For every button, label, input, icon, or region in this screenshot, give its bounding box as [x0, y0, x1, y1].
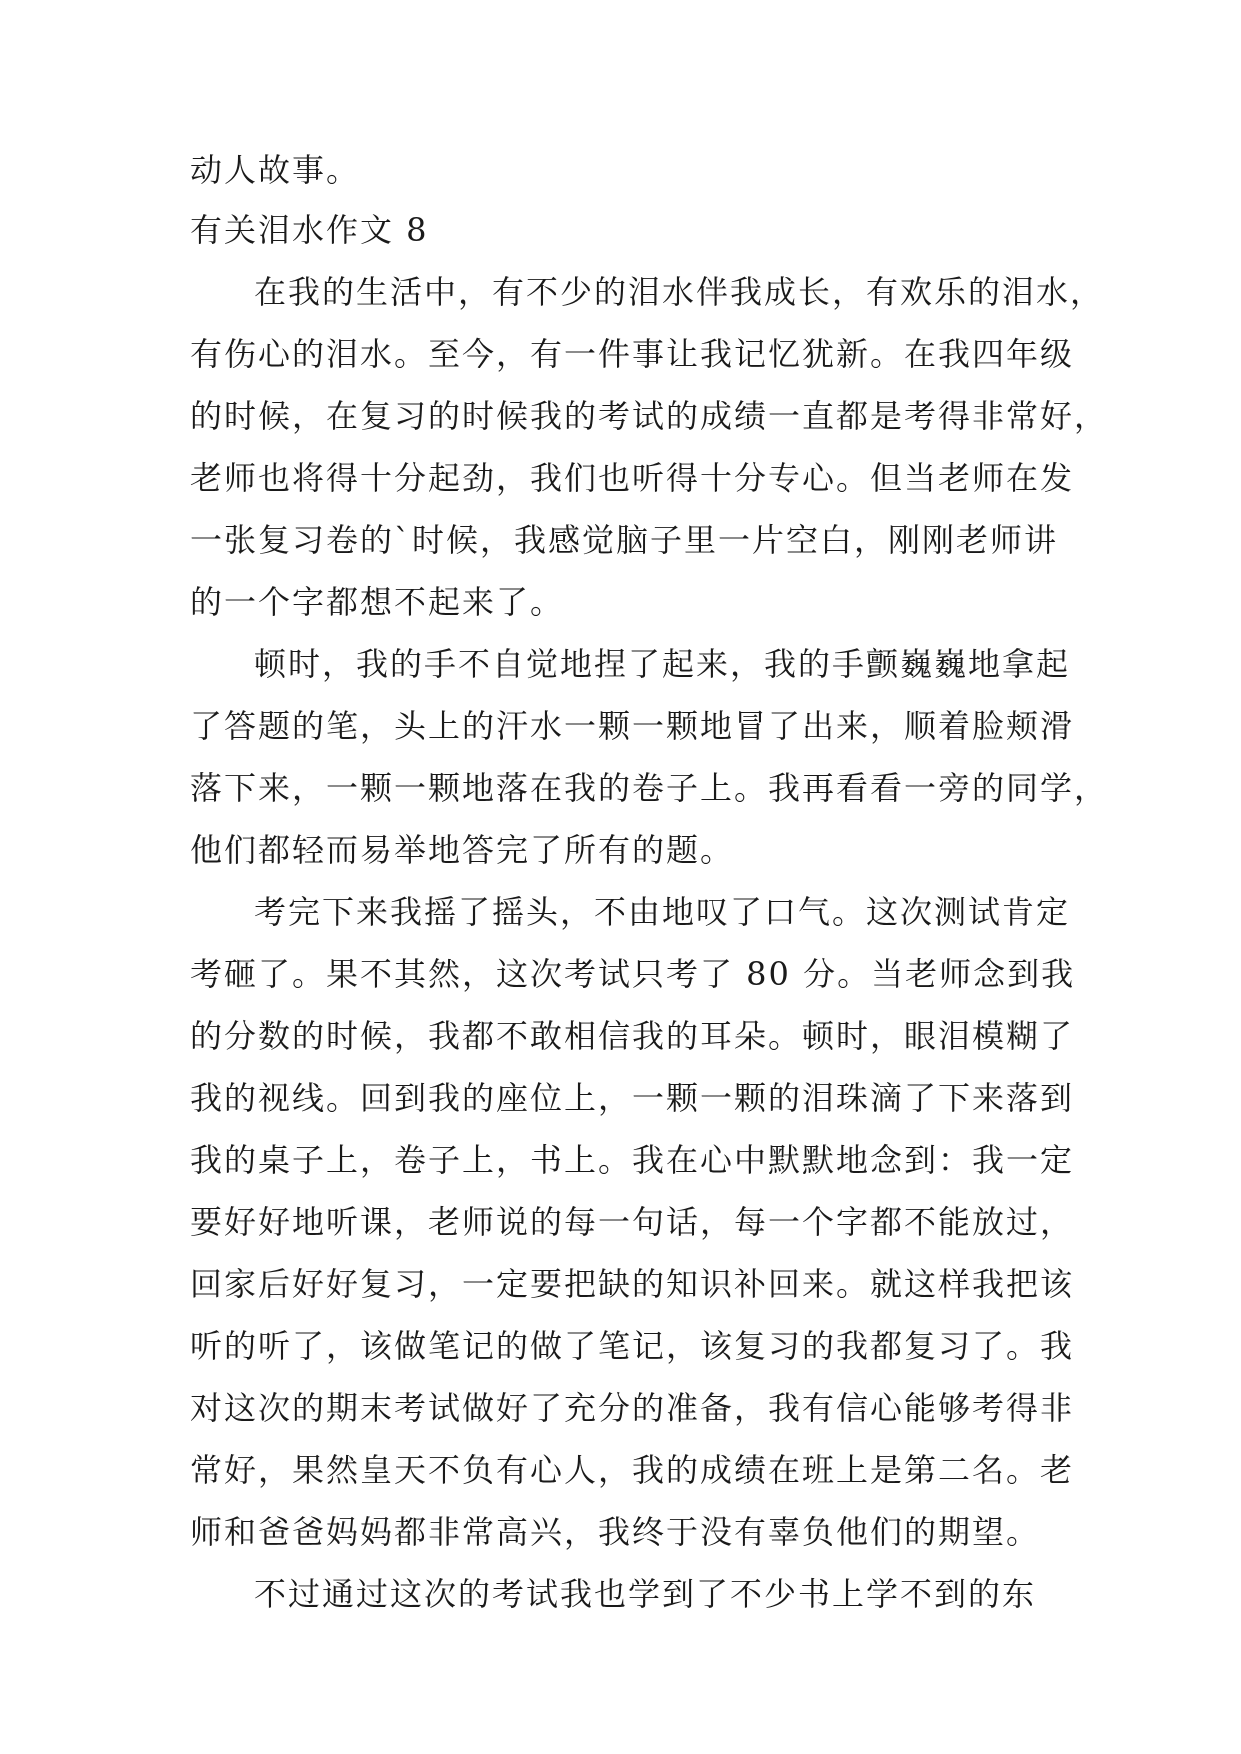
essay-title: 有关泪水作文 8 — [190, 211, 429, 249]
text-line-1: 动人故事。 — [190, 151, 361, 189]
paragraph-3-line-7: 回家后好好复习，一定要把缺的知识补回来。就这样我把该 — [190, 1265, 1075, 1303]
paragraph-1-line-1: 在我的生活中，有不少的泪水伴我成长，有欢乐的泪水， — [254, 273, 1105, 311]
paragraph-1-line-5: 一张复习卷的`时候，我感觉脑子里一片空白，刚刚老师讲 — [190, 521, 1059, 559]
paragraph-1-line-6: 的一个字都想不起来了。 — [190, 583, 565, 621]
paragraph-2-line-3: 落下来，一颗一颗地落在我的卷子上。我再看看一旁的同学， — [190, 769, 1109, 807]
paragraph-3-line-10: 常好，果然皇天不负有心人，我的成绩在班上是第二名。老 — [190, 1451, 1075, 1489]
paragraph-2-line-2: 了答题的笔，头上的汗水一颗一颗地冒了出来，顺着脸颊滑 — [190, 707, 1075, 745]
paragraph-2-line-4: 他们都轻而易举地答完了所有的题。 — [190, 831, 735, 869]
paragraph-1-line-4: 老师也将得十分起劲，我们也听得十分专心。但当老师在发 — [190, 459, 1075, 497]
paragraph-3-line-2: 考砸了。果不其然，这次考试只考了 80 分。当老师念到我 — [190, 955, 1076, 993]
paragraph-3-line-1: 考完下来我摇了摇头，不由地叹了口气。这次测试肯定 — [254, 893, 1071, 931]
paragraph-3-line-6: 要好好地听课，老师说的每一句话，每一个字都不能放过， — [190, 1203, 1075, 1241]
paragraph-4-line-1: 不过通过这次的考试我也学到了不少书上学不到的东 — [254, 1575, 1037, 1613]
paragraph-1-line-3: 的时候，在复习的时候我的考试的成绩一直都是考得非常好， — [190, 397, 1109, 435]
paragraph-2-line-1: 顿时，我的手不自觉地捏了起来，我的手颤巍巍地拿起 — [254, 645, 1071, 683]
paragraph-3-line-9: 对这次的期末考试做好了充分的准备，我有信心能够考得非 — [190, 1389, 1075, 1427]
paragraph-3-line-3: 的分数的时候，我都不敢相信我的耳朵。顿时，眼泪模糊了 — [190, 1017, 1075, 1055]
paragraph-1-line-2: 有伤心的泪水。至今，有一件事让我记忆犹新。在我四年级 — [190, 335, 1075, 373]
paragraph-3-line-4: 我的视线。回到我的座位上，一颗一颗的泪珠滴了下来落到 — [190, 1079, 1075, 1117]
paragraph-3-line-8: 听的听了，该做笔记的做了笔记，该复习的我都复习了。我 — [190, 1327, 1075, 1365]
paragraph-3-line-5: 我的桌子上，卷子上，书上。我在心中默默地念到：我一定 — [190, 1141, 1075, 1179]
paragraph-3-line-11: 师和爸爸妈妈都非常高兴，我终于没有辜负他们的期望。 — [190, 1513, 1041, 1551]
